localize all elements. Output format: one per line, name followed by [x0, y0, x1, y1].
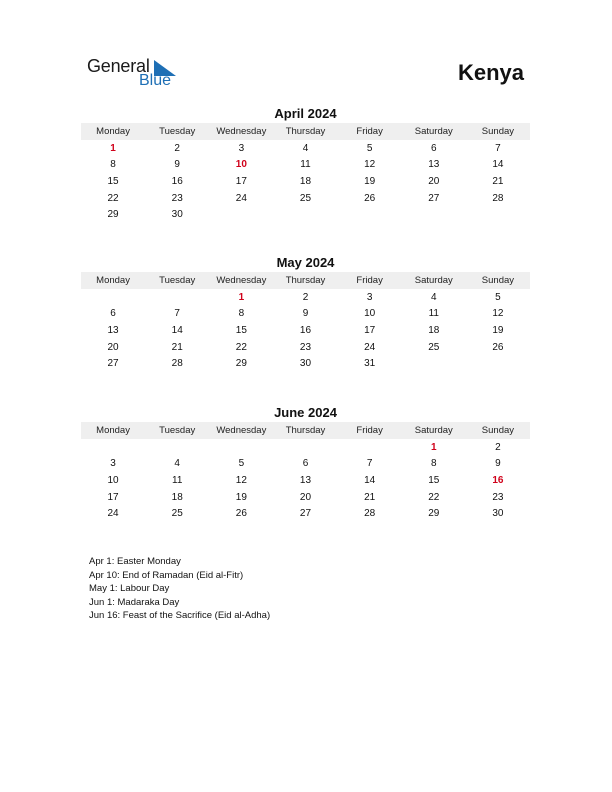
day-cell: 10 [107, 474, 119, 486]
day-cell: 12 [492, 308, 504, 320]
day-cell: 5 [238, 458, 245, 470]
weekday-header: Thursday [273, 272, 337, 289]
holiday-item: Jun 16: Feast of the Sacrifice (Eid al-Adha) [89, 610, 271, 621]
day-cell: 7 [366, 458, 373, 470]
weekday-header: Friday [338, 422, 402, 439]
day-cell: 14 [171, 324, 183, 336]
day-cell [81, 289, 145, 306]
day-cell: 26 [235, 508, 247, 520]
day-cell: 30 [171, 209, 183, 221]
day-cell: 3 [238, 142, 245, 154]
day-cell: 2 [302, 291, 309, 303]
month-may [81, 255, 530, 372]
day-cell: 24 [235, 192, 247, 204]
day-cell: 24 [107, 508, 119, 520]
day-cell: 22 [107, 192, 119, 204]
logo-word-general: General [87, 56, 150, 76]
day-cell: 6 [110, 308, 116, 320]
day-cell: 13 [107, 324, 119, 336]
day-cell: 6 [302, 458, 309, 470]
weekday-header-row [81, 272, 530, 289]
day-cell: 26 [364, 192, 376, 204]
logo-word-blue: Blue [139, 72, 172, 89]
day-cell: 3 [366, 291, 373, 303]
weekday-header: Sunday [466, 123, 530, 140]
day-cell: 19 [364, 175, 376, 187]
day-cell: 9 [495, 458, 501, 470]
week-row [81, 322, 530, 339]
week-row [81, 339, 530, 356]
weekday-header: Saturday [402, 422, 466, 439]
day-cell: 1 [430, 441, 437, 453]
holiday-item: May 1: Labour Day [89, 583, 170, 594]
holiday-item: Apr 10: End of Ramadan (Eid al-Fitr) [89, 569, 244, 581]
day-cell: 28 [171, 358, 183, 370]
day-cell: 14 [492, 159, 504, 171]
day-cell [209, 206, 273, 223]
day-cell: 17 [235, 175, 247, 187]
weekday-header: Friday [338, 272, 402, 289]
day-cell: 19 [492, 324, 504, 336]
day-cell: 4 [430, 291, 437, 303]
weekday-header: Tuesday [145, 123, 209, 140]
day-cell: 19 [235, 491, 247, 503]
day-cell: 10 [235, 159, 247, 171]
day-cell: 11 [300, 159, 311, 171]
month-title: May 2024 [276, 255, 335, 270]
day-cell: 25 [428, 341, 440, 353]
week-row [81, 206, 530, 223]
week-row [81, 489, 530, 506]
day-cell: 20 [299, 491, 312, 503]
day-cell: 15 [428, 474, 440, 486]
generalblue-logo [87, 56, 187, 92]
day-cell [338, 439, 402, 456]
weekday-header: Saturday [402, 123, 466, 140]
day-cell [145, 289, 209, 306]
week-row [81, 306, 530, 323]
day-cell: 12 [235, 474, 247, 486]
day-cell: 25 [299, 192, 312, 204]
weekday-header: Thursday [273, 123, 337, 140]
month-april [81, 106, 530, 223]
day-cell: 5 [495, 291, 501, 303]
day-cell: 16 [492, 474, 504, 486]
weekday-header: Wednesday [209, 272, 273, 289]
weekday-header: Sunday [466, 422, 530, 439]
day-cell: 12 [364, 159, 376, 171]
holiday-item: Jun 1: Madaraka Day [89, 596, 180, 608]
day-cell: 18 [428, 324, 440, 336]
weekday-header: Saturday [402, 272, 466, 289]
weekday-header-row [81, 422, 530, 439]
country-title: Kenya [457, 60, 524, 85]
week-row [81, 190, 530, 207]
day-cell: 28 [492, 192, 504, 204]
weekday-header: Sunday [466, 272, 530, 289]
day-cell: 20 [107, 341, 119, 353]
day-cell: 4 [174, 458, 180, 470]
day-cell: 29 [107, 209, 119, 221]
day-cell: 29 [235, 358, 247, 370]
calendar-grid [81, 422, 530, 522]
day-cell [466, 355, 530, 372]
day-cell [466, 206, 530, 223]
day-cell: 13 [299, 474, 312, 486]
week-row [81, 157, 530, 174]
day-cell: 10 [364, 308, 376, 320]
holiday-list [89, 555, 270, 623]
day-cell [402, 206, 466, 223]
weekday-header: Monday [81, 272, 145, 289]
day-cell: 7 [495, 142, 501, 154]
weekday-header: Tuesday [145, 272, 209, 289]
week-row [81, 289, 530, 306]
day-cell: 30 [492, 508, 504, 520]
day-cell: 9 [302, 308, 309, 320]
day-cell: 26 [492, 341, 504, 353]
day-cell: 27 [428, 192, 440, 204]
week-row [81, 355, 530, 372]
day-cell: 14 [364, 474, 376, 486]
day-cell: 18 [171, 491, 183, 503]
day-cell: 29 [428, 508, 440, 520]
day-cell: 6 [430, 142, 437, 154]
day-cell: 22 [428, 491, 440, 503]
weekday-header: Thursday [273, 422, 337, 439]
month-title: June 2024 [274, 405, 337, 420]
day-cell: 9 [174, 159, 180, 171]
day-cell: 5 [366, 142, 373, 154]
week-row [81, 439, 530, 456]
day-cell: 8 [238, 308, 245, 320]
day-cell: 20 [428, 175, 440, 187]
weekday-header: Tuesday [145, 422, 209, 439]
day-cell: 1 [238, 291, 245, 303]
day-cell [81, 439, 145, 456]
week-row [81, 140, 530, 157]
week-row [81, 505, 530, 522]
day-cell: 11 [428, 308, 439, 320]
day-cell: 3 [110, 458, 116, 470]
day-cell: 16 [299, 324, 312, 336]
day-cell: 23 [492, 491, 504, 503]
day-cell: 17 [364, 324, 376, 336]
day-cell: 24 [364, 341, 376, 353]
day-cell: 16 [171, 175, 183, 187]
day-cell: 4 [302, 142, 309, 154]
week-row [81, 173, 530, 190]
day-cell: 25 [171, 508, 183, 520]
week-row [81, 456, 530, 473]
day-cell: 21 [492, 175, 504, 187]
weekday-header: Wednesday [209, 123, 273, 140]
day-cell: 22 [235, 341, 247, 353]
day-cell: 21 [171, 341, 183, 353]
month-june [81, 405, 530, 522]
day-cell: 15 [235, 324, 247, 336]
day-cell: 7 [174, 308, 180, 320]
day-cell: 28 [364, 508, 376, 520]
day-cell: 18 [299, 175, 312, 187]
day-cell [145, 439, 209, 456]
calendar-grid [81, 272, 530, 372]
day-cell: 8 [430, 458, 437, 470]
day-cell [209, 439, 273, 456]
day-cell: 30 [299, 358, 312, 370]
day-cell: 2 [495, 441, 501, 453]
week-row [81, 472, 530, 489]
day-cell: 1 [110, 142, 116, 154]
day-cell: 27 [107, 358, 119, 370]
day-cell: 2 [174, 142, 180, 154]
day-cell: 11 [172, 474, 183, 486]
day-cell: 8 [110, 159, 116, 171]
month-title: April 2024 [274, 106, 337, 121]
weekday-header: Friday [338, 123, 402, 140]
day-cell [338, 206, 402, 223]
day-cell: 17 [107, 491, 119, 503]
day-cell: 23 [299, 341, 312, 353]
weekday-header-row [81, 123, 530, 140]
day-cell [273, 439, 337, 456]
day-cell: 21 [364, 491, 376, 503]
day-cell [402, 355, 466, 372]
holiday-item: Apr 1: Easter Monday [89, 556, 181, 567]
weekday-header: Monday [81, 422, 145, 439]
day-cell: 15 [107, 175, 119, 187]
calendar-grid [81, 123, 530, 223]
weekday-header: Wednesday [209, 422, 273, 439]
day-cell: 31 [364, 358, 376, 370]
weekday-header: Monday [81, 123, 145, 140]
day-cell [273, 206, 337, 223]
day-cell: 23 [171, 192, 183, 204]
day-cell: 13 [428, 159, 440, 171]
day-cell: 27 [299, 508, 312, 520]
